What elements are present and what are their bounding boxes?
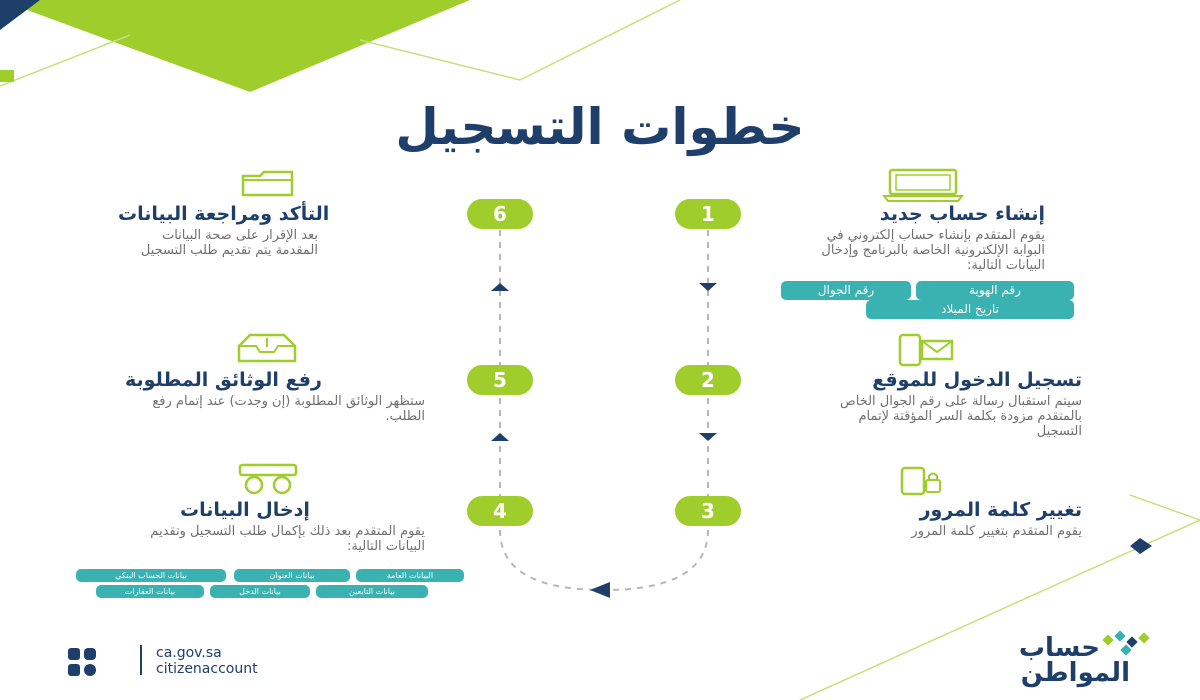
logo-mark-icon	[1102, 630, 1158, 658]
small-green-diamond	[0, 70, 14, 82]
keyboard-hands-icon	[236, 463, 300, 495]
chip-address-data: بيانات العنوان	[234, 569, 350, 582]
step-number-1: 1	[675, 199, 741, 229]
step-4-text: يقوم المتقدم بعد ذلك بإكمال طلب التسجيل وتقديم البيانات التالية:	[150, 524, 425, 554]
instagram-icon[interactable]	[84, 648, 96, 660]
step-number-5: 5	[467, 365, 533, 395]
step-1-title: إنشاء حساب جديد	[879, 203, 1045, 225]
step-4-title: إدخال البيانات	[180, 499, 310, 521]
flow-arrow-down-1	[699, 283, 717, 291]
flow-arrow-down-2	[699, 433, 717, 441]
step-6-text: بعد الإقرار على صحة البيانات المقدمة يتم تقديم طلب التسجيل	[140, 228, 318, 258]
website-link[interactable]: ca.gov.sa	[156, 645, 222, 661]
social-handle[interactable]: citizenaccount	[156, 661, 258, 677]
logo-line-2: المواطن	[1020, 658, 1130, 688]
step-5-title: رفع الوثائق المطلوبة	[125, 369, 322, 391]
top-thin-line-2	[360, 40, 520, 80]
chip-general-data: البيانات العامة	[356, 569, 464, 582]
chip-bank-account-data: بيانات الحساب البنكي	[76, 569, 226, 582]
top-thin-line-1	[0, 35, 130, 86]
step-1-text: يقوم المتقدم بإنشاء حساب إلكتروني في البوابة الإلكترونية الخاصة بالبرنامج وإدخال البيانات التالية:	[821, 228, 1045, 273]
flow-arrow-bottom	[590, 582, 610, 598]
bottom-right-line-1	[1130, 495, 1200, 520]
folder-icon	[240, 170, 296, 198]
top-green-triangle	[0, 0, 470, 92]
logo-line-1: حساب	[1018, 633, 1100, 663]
twitter-icon[interactable]	[68, 648, 80, 660]
flow-arrow-up-1	[491, 433, 509, 441]
step-number-4: 4	[467, 496, 533, 526]
phone-lock-icon	[900, 466, 946, 496]
chip-mobile-number: رقم الجوال	[781, 281, 911, 300]
step-6-title: التأكد ومراجعة البيانات	[118, 203, 330, 225]
bottom-right-diamond	[1130, 538, 1152, 554]
chip-id-number: رقم الهوية	[916, 281, 1074, 300]
flow-arrow-up-2	[491, 283, 509, 291]
top-left-dark-triangle	[0, 0, 40, 30]
chip-birth-date: تاريخ الميلاد	[866, 300, 1074, 319]
step-5-text: ستظهر الوثائق المطلوبة (إن وجدت) عند إتمام رفع الطلب.	[152, 394, 425, 424]
globe-icon[interactable]	[84, 664, 96, 676]
step-number-3: 3	[675, 496, 741, 526]
step-3-title: تغيير كلمة المرور	[919, 499, 1082, 521]
chip-income-data: بيانات الدخل	[210, 585, 310, 598]
step-2-title: تسجيل الدخول للموقع	[872, 369, 1082, 391]
step-number-6: 6	[467, 199, 533, 229]
chip-property-data: بيانات العقارات	[96, 585, 204, 598]
laptop-icon	[882, 168, 964, 202]
step-number-2: 2	[675, 365, 741, 395]
youtube-icon[interactable]	[68, 664, 80, 676]
chip-dependents-data: بيانات التابعين	[316, 585, 428, 598]
step-3-text: يقوم المتقدم بتغيير كلمة المرور	[911, 524, 1082, 539]
flow-line-bottom	[500, 530, 708, 590]
phone-message-icon	[898, 333, 956, 367]
top-thin-line-3	[520, 0, 680, 80]
step-2-text: سيتم استقبال رسالة على رقم الجوال الخاص بالمتقدم مزودة بكلمة السر المؤقتة لإتمام التسجيل	[840, 394, 1082, 439]
footer-divider	[140, 645, 142, 675]
page-title: خطوات التسجيل	[395, 98, 805, 156]
upload-tray-icon	[236, 332, 298, 364]
